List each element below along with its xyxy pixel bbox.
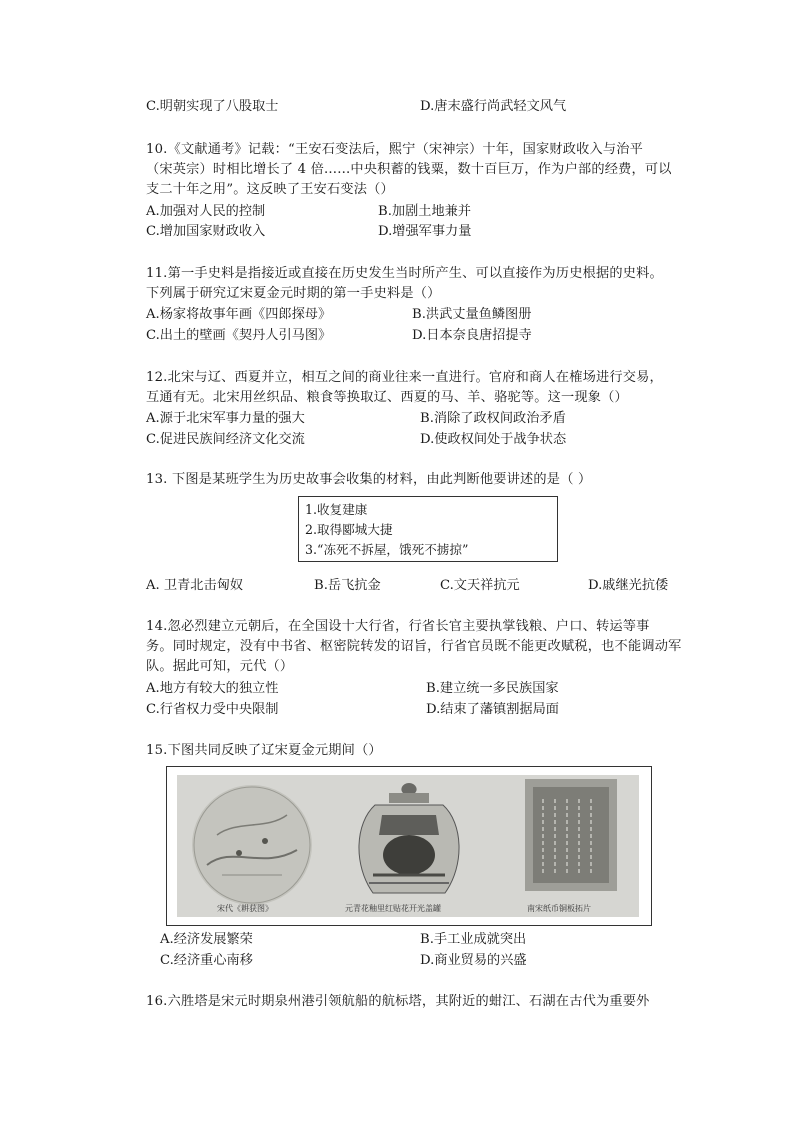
paper-money-rubbing-image [525,779,617,891]
q14-option-d: D.结束了藩镇割据局面 [426,702,559,717]
q12-option-d: D.使政权间处于战争状态 [420,432,567,447]
caption-jar: 元青花釉里红贴花开光盖罐 [345,904,441,913]
q11-option-c: C.出土的壁画《契丹人引马图》 [146,328,332,343]
caption-painting: 宋代《耕获图》 [217,904,273,913]
q14-option-c: C.行省权力受中央限制 [146,702,279,717]
q13-material-line-1: 1.收复建康 [305,502,368,517]
q14-stem-line-3: 队。据此可知，元代（） [146,659,294,674]
q14-option-b: B.建立统一多民族国家 [426,681,559,696]
caption-paper-money: 南宋纸币铜板拓片 [527,904,591,913]
q13-option-d: D.戚继光抗倭 [588,578,669,593]
q13-stem: 13. 下图是某班学生为历史故事会收集的材料，由此判断他要讲述的是（ ） [146,472,592,487]
q12-option-a: A.源于北宋军事力量的强大 [146,411,305,426]
q15-image-frame [166,766,652,926]
q12-option-b: B.消除了政权间政治矛盾 [420,411,566,426]
q13-option-c: C.文天祥抗元 [440,578,520,593]
q15-photo-strip [177,775,639,917]
q12-option-c: C.促进民族间经济文化交流 [146,432,305,447]
q12-stem-line-2: 互通有无。北宋用丝织品、粮食等换取辽、西夏的马、羊、骆驼等。这一现象（） [146,390,628,405]
q9-option-c: C.明朝实现了八股取士 [146,99,279,114]
q14-option-a: A.地方有较大的独立性 [146,681,279,696]
q15-stem: 15.下图共同反映了辽宋夏金元期间（） [146,743,382,758]
q13-material-line-3: 3.“冻死不拆屋，饿死不掳掠” [305,542,469,557]
q12-stem-line-1: 12.北宋与辽、西夏并立，相互之间的商业往来一直进行。官府和商人在榷场进行交易， [146,370,663,385]
q11-stem-line-2: 下列属于研究辽宋夏金元时期的第一手史料是（） [146,286,441,301]
q15-option-a: A.经济发展繁荣 [160,932,253,947]
q10-option-a: A.加强对人民的控制 [146,204,266,219]
q10-stem-line-1: 10.《文献通考》记载：“王安石变法后，熙宁（宋神宗）十年，国家财政收入与治平 [146,142,644,157]
q11-option-d: D.日本奈良唐招提寺 [412,328,532,343]
q11-stem-line-1: 11.第一手史料是指接近或直接在历史发生当时所产生、可以直接作为历史根据的史料。 [146,266,663,281]
q14-stem-line-1: 14.忽必烈建立元朝后，在全国设十大行省，行省长官主要执掌钱粮、户口、转运等事 [146,619,650,634]
q15-option-c: C.经济重心南移 [160,953,253,968]
q10-option-d: D.增强军事力量 [378,224,472,239]
q9-option-d: D.唐末盛行尚武轻文风气 [420,99,567,114]
q11-option-a: A.杨家将故事年画《四郎探母》 [146,307,332,322]
q13-option-a: A. 卫青北击匈奴 [146,578,244,593]
painting-image [192,785,312,905]
q11-option-b: B.洪武丈量鱼鳞图册 [412,307,532,322]
q15-option-d: D.商业贸易的兴盛 [420,953,527,968]
q13-material-box [298,496,558,562]
q10-option-c: C.增加国家财政收入 [146,224,266,239]
q16-stem-line-1: 16.六胜塔是宋元时期泉州港引领航船的航标塔，其附近的蚶江、石湖在古代为重要外 [146,994,650,1009]
q15-option-b: B.手工业成就突出 [420,932,527,947]
q10-stem-line-2: （宋英宗）时相比增长了 4 倍......中央积蓄的钱粟，数十百巨万，作为户部的经费，可以 [146,162,672,177]
q13-material-line-2: 2.取得郾城大捷 [305,522,393,537]
q10-option-b: B.加剧土地兼并 [378,204,472,219]
q13-option-b: B.岳飞抗金 [314,578,381,593]
q10-stem-line-3: 支二十年之用”。这反映了王安石变法（） [146,182,394,197]
q15-artifact-photos [177,775,639,917]
q14-stem-line-2: 务。同时规定，没有中书省、枢密院转发的诏旨，行省官员既不能更改赋税，也不能调动军 [146,639,682,654]
